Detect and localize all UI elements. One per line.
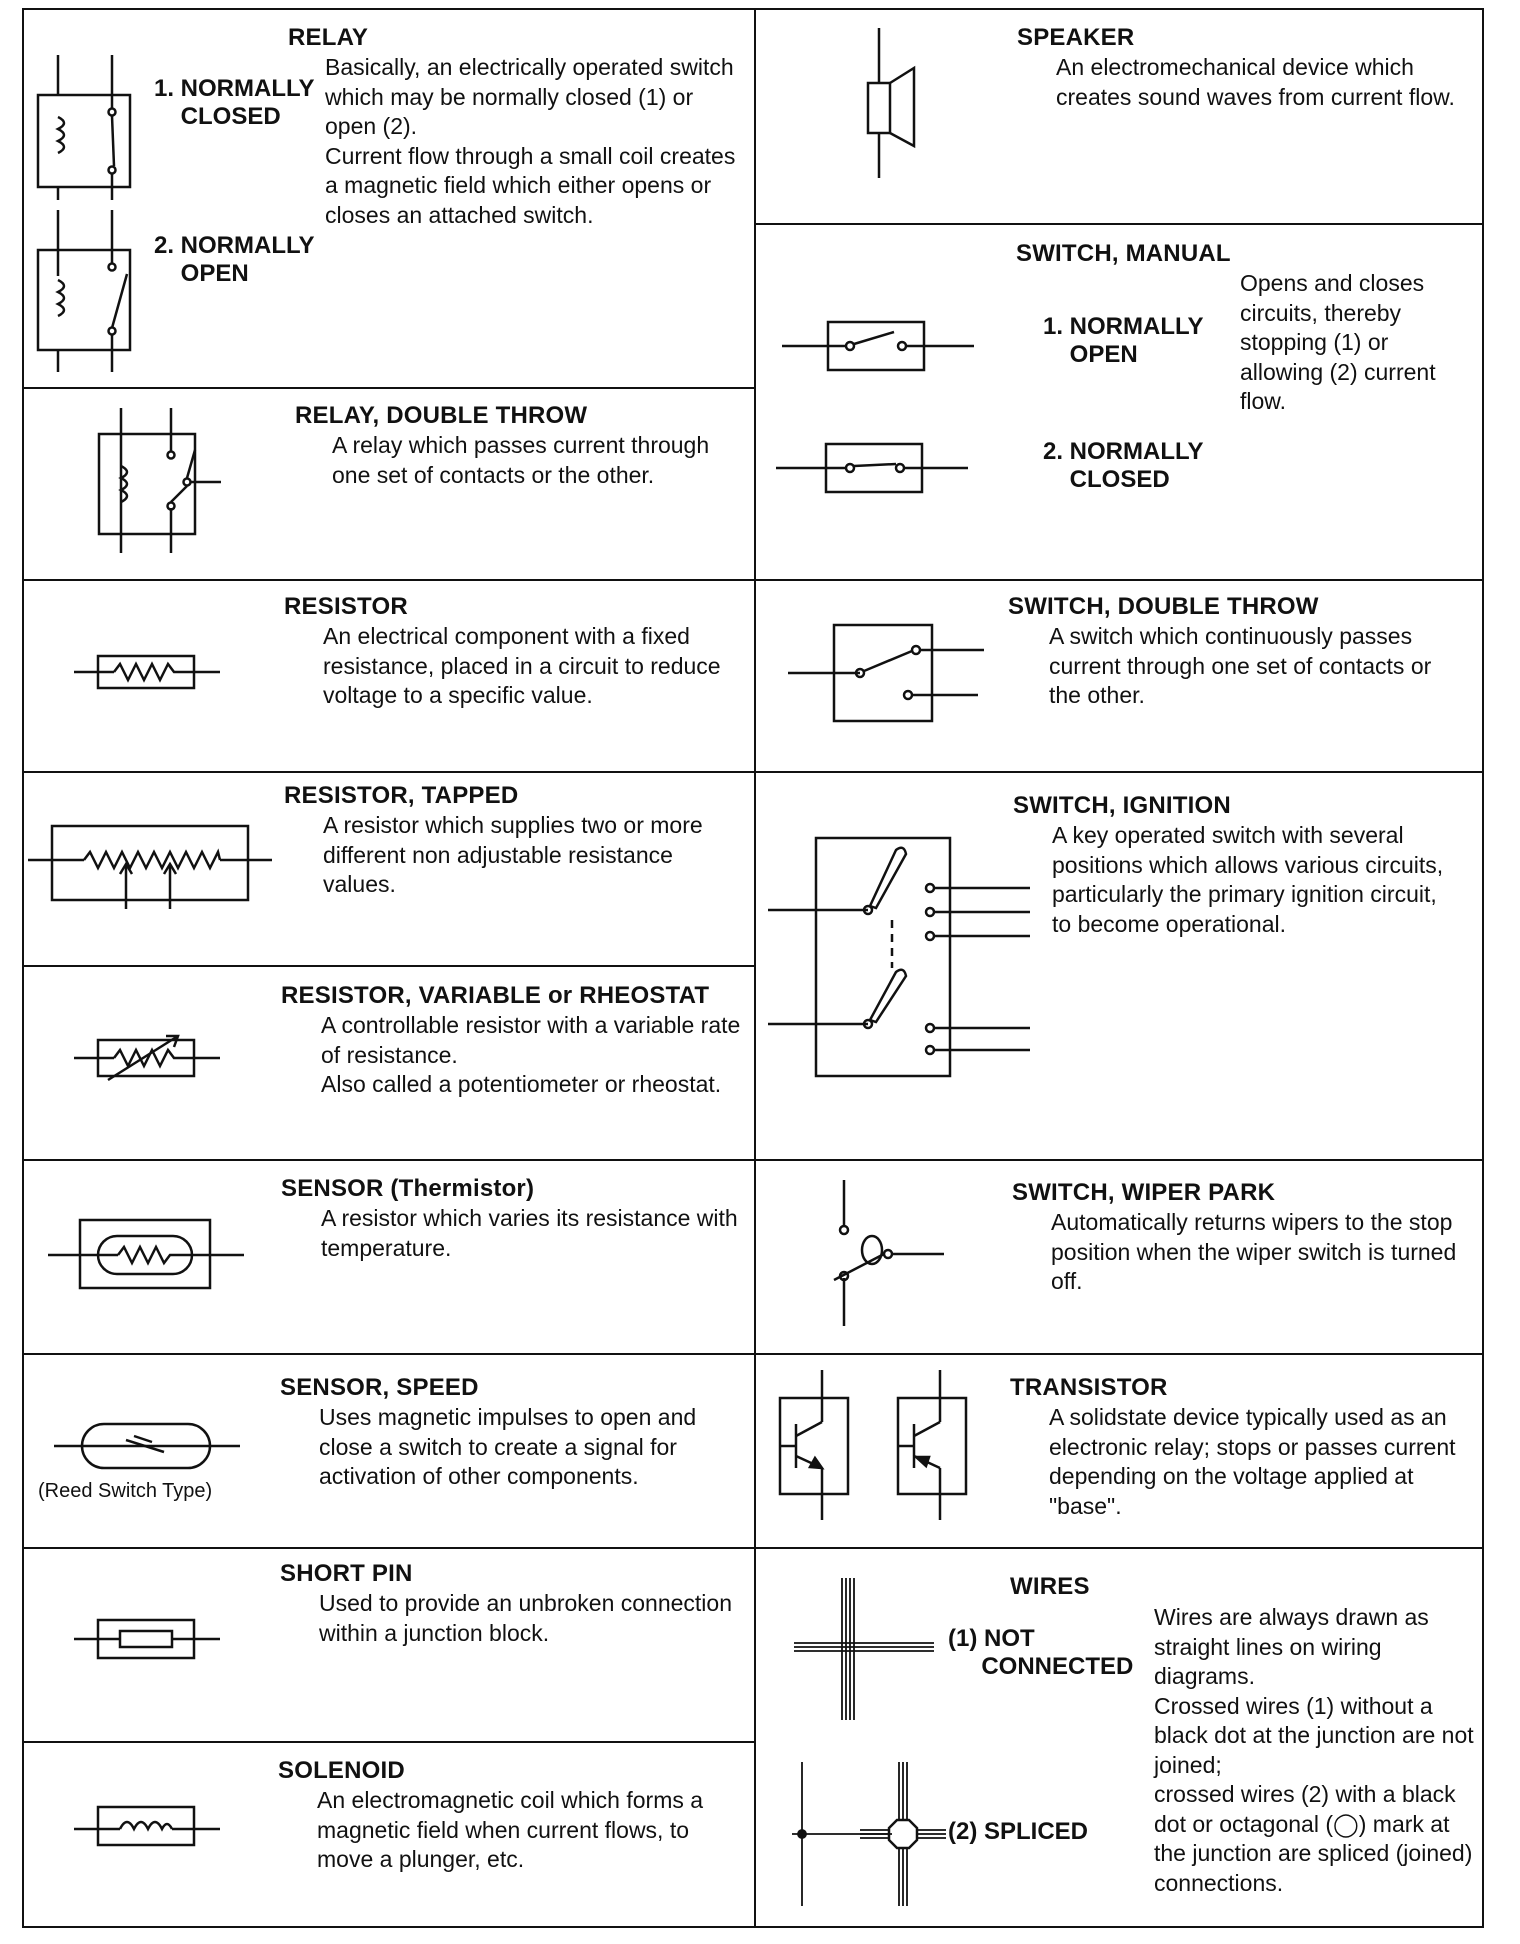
entry-description: Used to provide an unbroken connection within a junction block. xyxy=(319,1590,733,1646)
switch-manual-normally-closed-symbol xyxy=(776,442,968,494)
entry-title: SHORT PIN xyxy=(280,1560,413,1587)
entry-title: RESISTOR, VARIABLE or RHEOSTAT xyxy=(281,982,710,1009)
entry-title: SENSOR (Thermistor) xyxy=(281,1175,535,1202)
entry-description: A resistor which varies its resistance with temperature. xyxy=(321,1205,738,1261)
entry-description: An electromagnetic coil which forms a magnetic field when current flows, to move a plunger, etc. xyxy=(317,1787,704,1872)
row-divider xyxy=(754,579,1484,581)
row-divider xyxy=(22,579,755,581)
entry-title: SWITCH, WIPER PARK xyxy=(1012,1179,1276,1206)
row-divider xyxy=(22,1547,755,1549)
row-divider xyxy=(22,1159,755,1161)
relay-normally-closed-label: 1. NORMALLY CLOSED xyxy=(154,75,315,130)
wires-spliced-label: (2) SPLICED xyxy=(948,1818,1089,1845)
transistor-pnp-symbol xyxy=(894,1370,970,1520)
entry-title: SENSOR, SPEED xyxy=(280,1374,479,1401)
short-pin-symbol xyxy=(74,1616,220,1662)
entry-description: A solidstate device typically used as an electronic relay; stops or passes current depending on the voltage applied at "base". xyxy=(1049,1404,1456,1519)
entry-title: RELAY xyxy=(288,24,369,51)
transistor-npn-symbol xyxy=(776,1370,852,1520)
entry-title: SOLENOID xyxy=(278,1757,405,1784)
entry-title: RELAY, DOUBLE THROW xyxy=(295,402,588,429)
entry-description: An electrical component with a fixed resistance, placed in a circuit to reduce voltage to a specific value. xyxy=(323,623,721,708)
entry-description: Opens and closes circuits, thereby stopping (1) or allowing (2) current flow. xyxy=(1240,270,1436,414)
row-divider xyxy=(22,1353,755,1355)
row-divider xyxy=(754,1547,1484,1549)
resistor-symbol xyxy=(74,652,220,692)
row-divider xyxy=(754,771,1484,773)
relay-double-throw-symbol xyxy=(85,408,225,553)
resistor-tapped-symbol xyxy=(28,824,272,909)
row-divider xyxy=(22,771,755,773)
row-divider xyxy=(754,223,1484,225)
wires-spliced-octagon-symbol xyxy=(860,1762,946,1906)
switch-manual-normally-closed-label: 2. NORMALLY CLOSED xyxy=(1043,438,1204,493)
resistor-variable-symbol xyxy=(74,1030,220,1084)
row-divider xyxy=(754,1353,1484,1355)
entry-description: A resistor which supplies two or more different non adjustable resistance values. xyxy=(323,812,703,897)
entry-title: SWITCH, DOUBLE THROW xyxy=(1008,593,1319,620)
speaker-symbol xyxy=(860,28,920,178)
switch-ignition-symbol xyxy=(768,836,1034,1080)
switch-wiper-park-symbol xyxy=(826,1180,946,1326)
entry-description: A key operated switch with several positions which allows various circuits, particularly the primary ignition circuit, to become operational. xyxy=(1052,822,1444,937)
wires-not-connected-symbol xyxy=(794,1578,934,1720)
switch-manual-normally-open-label: 1. NORMALLY OPEN xyxy=(1043,313,1204,368)
entry-description: An electromechanical device which creates sound waves from current flow. xyxy=(1056,54,1455,110)
row-divider xyxy=(754,1159,1484,1161)
row-divider xyxy=(22,1741,755,1743)
relay-normally-closed-symbol xyxy=(30,55,140,200)
entry-title: TRANSISTOR xyxy=(1010,1374,1168,1401)
solenoid-symbol xyxy=(74,1803,220,1849)
column-divider xyxy=(754,8,756,1928)
entry-title: RESISTOR, TAPPED xyxy=(284,782,519,809)
wires-not-connected-label: (1) NOT CONNECTED xyxy=(948,1625,1134,1680)
entry-description: A controllable resistor with a variable rate of resistance. Also called a potentiometer or rheostat. xyxy=(321,1012,741,1097)
relay-normally-open-label: 2. NORMALLY OPEN xyxy=(154,232,315,287)
sensor-speed-symbol xyxy=(54,1420,240,1472)
entry-description: Automatically returns wipers to the stop position when the wiper switch is turned off. xyxy=(1051,1209,1457,1294)
entry-title: SPEAKER xyxy=(1017,24,1135,51)
entry-description: Uses magnetic impulses to open and close a switch to create a signal for activation of other components. xyxy=(319,1404,697,1489)
relay-normally-open-symbol xyxy=(30,210,140,372)
sensor-speed-caption: (Reed Switch Type) xyxy=(38,1480,213,1502)
row-divider xyxy=(22,387,755,389)
entry-title: WIRES xyxy=(1010,1573,1090,1600)
switch-double-throw-symbol xyxy=(788,623,984,723)
switch-manual-normally-open-symbol xyxy=(782,318,974,374)
entry-description: Basically, an electrically operated switch which may be normally closed (1) or open (2). Current flow through a small coil creates a magnetic field which either opens or closes an attached switch. xyxy=(325,54,736,228)
entry-title: SWITCH, MANUAL xyxy=(1016,240,1231,267)
entry-description: Wires are always drawn as straight lines on wiring diagrams. Crossed wires (1) without a black dot at the junction are not joined; crossed wires (2) with a black dot or octagonal (◯) mark at the junction are spliced (joined) connections. xyxy=(1154,1604,1474,1896)
entry-title: SWITCH, IGNITION xyxy=(1013,792,1231,819)
row-divider xyxy=(22,965,755,967)
entry-description: A switch which continuously passes current through one set of contacts or the other. xyxy=(1049,623,1432,708)
sensor-thermistor-symbol xyxy=(48,1216,244,1292)
entry-description: A relay which passes current through one set of contacts or the other. xyxy=(332,432,710,488)
entry-title: RESISTOR xyxy=(284,593,408,620)
